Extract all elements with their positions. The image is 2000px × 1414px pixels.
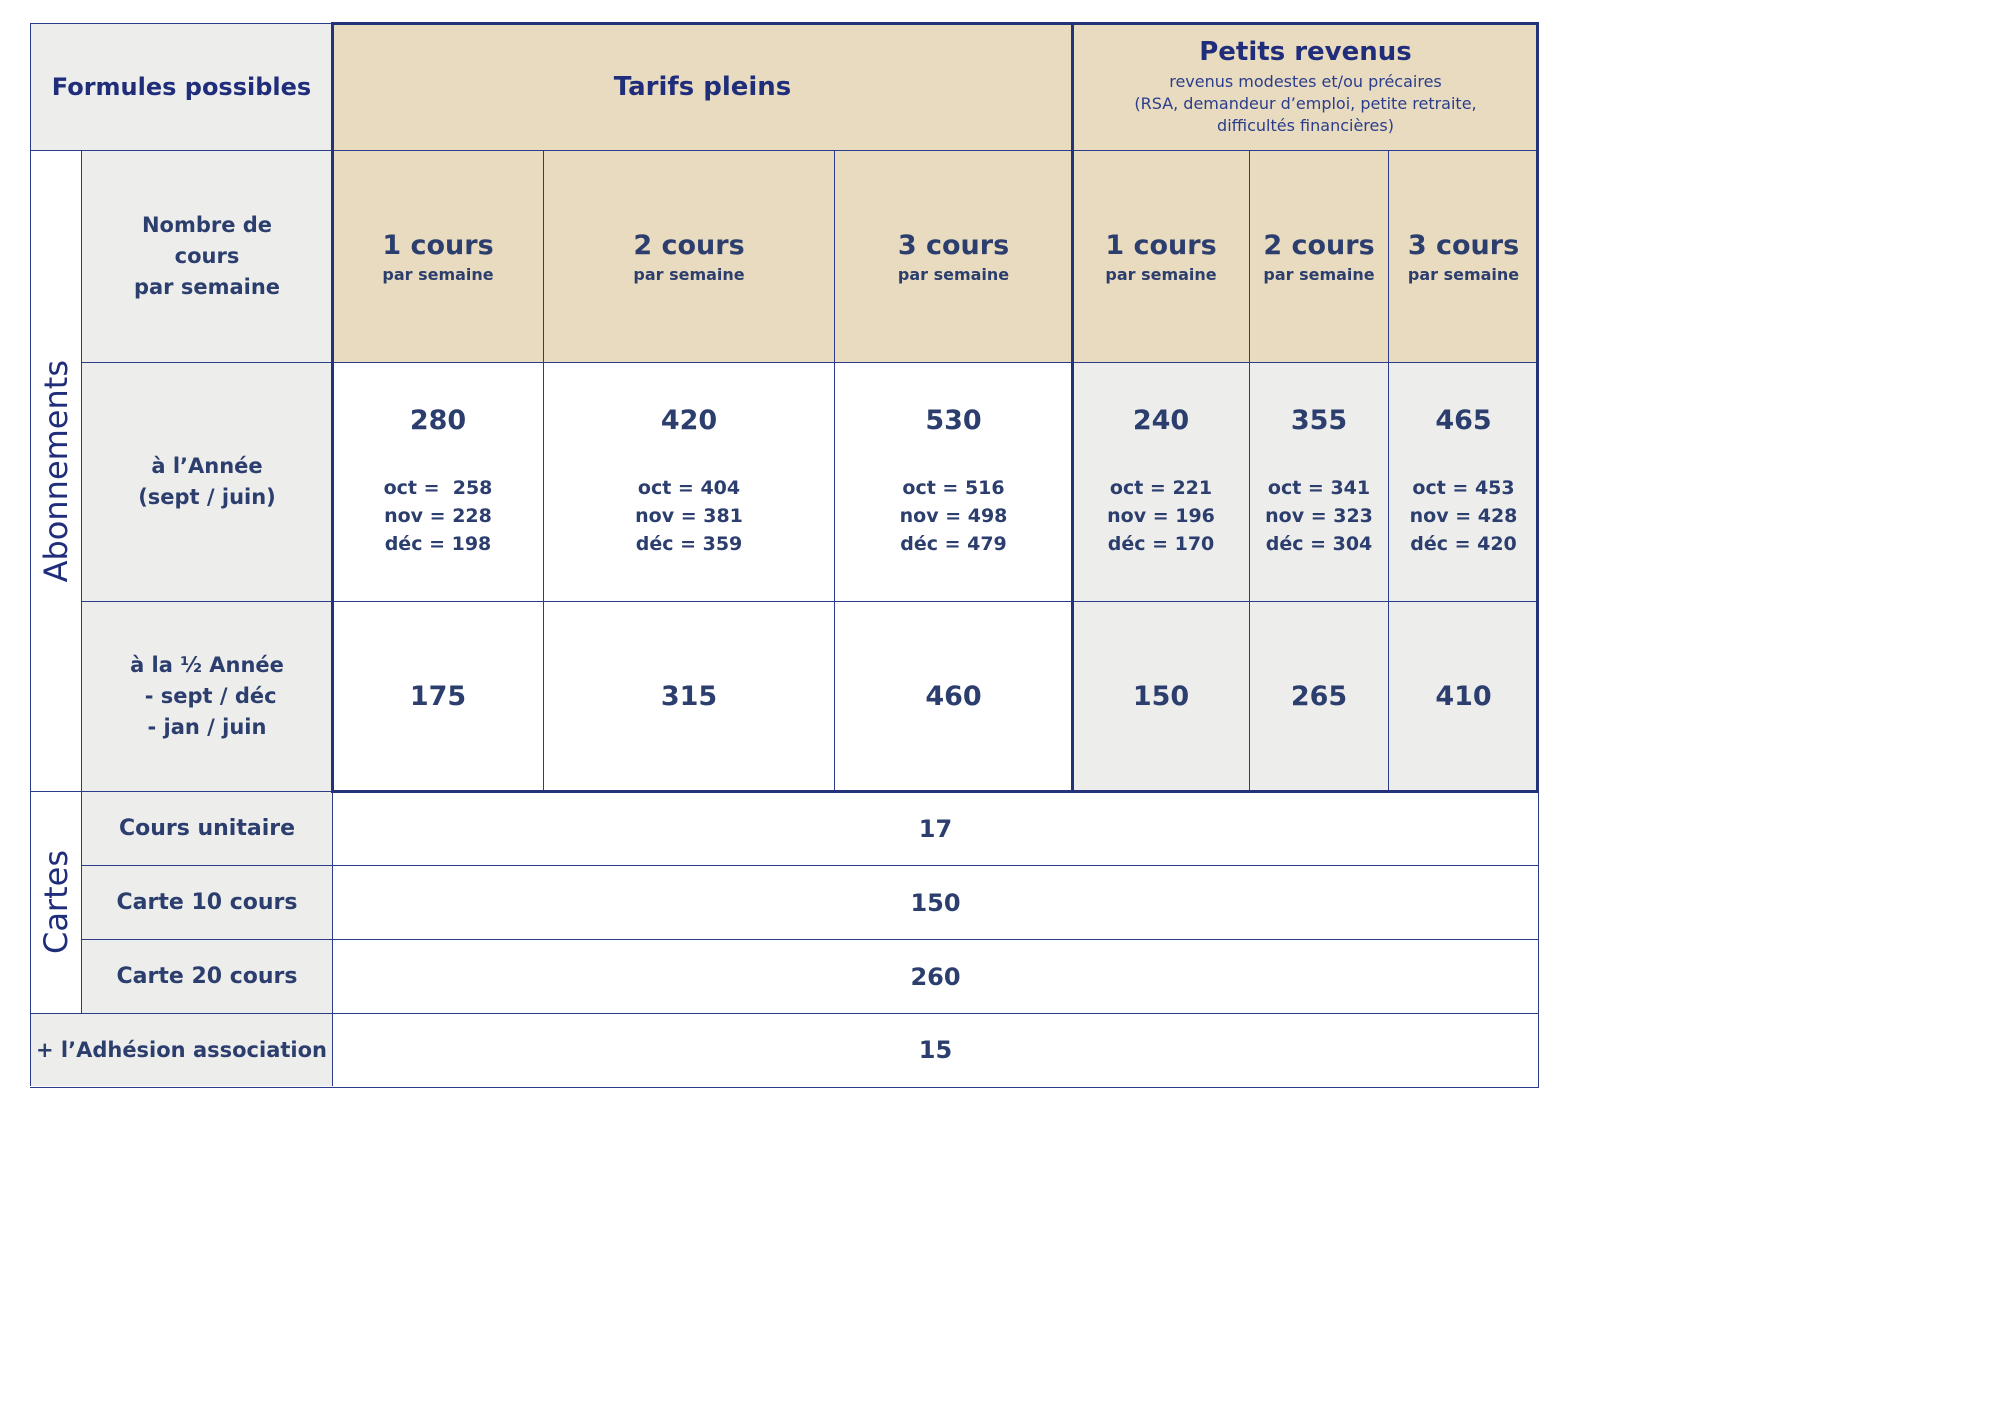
column-par-semaine: par semaine (633, 264, 745, 284)
column-cours: 2 cours (1263, 229, 1375, 261)
column-par-semaine: par semaine (1263, 264, 1375, 284)
row-label-carte20 (81, 939, 332, 1013)
monthly-prices: oct = 453 nov = 428 déc = 420 (1409, 477, 1518, 555)
price-cell-annee (543, 362, 834, 601)
price-value: 240 (1132, 405, 1190, 436)
row-label-annee (81, 362, 332, 601)
row-label-adhesion (30, 1013, 332, 1086)
price-value: 355 (1290, 405, 1348, 436)
monthly-prices: oct = 258 nov = 228 déc = 198 (383, 477, 493, 555)
monthly-prices: oct = 516 nov = 498 déc = 479 (899, 477, 1008, 555)
row-label-nombre-text: Nombre de cours par semaine (133, 213, 281, 299)
price-cell-carte10 (332, 865, 1538, 939)
monthly-prices: oct = 221 nov = 196 déc = 170 (1107, 477, 1215, 555)
price-cell-annee (1072, 362, 1249, 601)
price-value: 530 (925, 405, 982, 436)
monthly-prices: oct = 341 nov = 323 déc = 304 (1265, 477, 1373, 555)
price-value: 15 (918, 1036, 953, 1064)
price-value: 17 (918, 814, 953, 843)
price-cell-annee (1388, 362, 1538, 601)
column-par-semaine: par semaine (897, 264, 1010, 284)
column-header (332, 150, 543, 362)
section-cartes-label: Cartes (37, 850, 75, 955)
row-label-nombre (81, 150, 332, 362)
column-cours: 2 cours (633, 229, 745, 261)
price-cell-demi-annee (332, 601, 543, 791)
price-value: 465 (1435, 405, 1492, 436)
price-cell-unitaire (332, 791, 1538, 865)
row-label-demi-annee-text: à la ½ Année - sept / déc - jan / juin (130, 653, 284, 739)
price-value: 315 (660, 681, 718, 712)
row-label-demi-annee (81, 601, 332, 791)
price-cell-demi-annee (543, 601, 834, 791)
column-par-semaine: par semaine (1407, 264, 1520, 284)
header-petits-revenus (1072, 23, 1538, 150)
column-header (543, 150, 834, 362)
price-cell-carte20 (332, 939, 1538, 1013)
header-formules (30, 23, 332, 150)
column-par-semaine: par semaine (1105, 264, 1217, 284)
price-value: 280 (409, 405, 467, 436)
price-value: 420 (660, 405, 718, 436)
price-cell-demi-annee (834, 601, 1072, 791)
row-label-adhesion-text: + l’Adhésion association (36, 1038, 327, 1062)
column-cours: 1 cours (382, 229, 494, 261)
row-label-carte10-text: Carte 10 cours (116, 890, 298, 915)
row-label-annee-text: à l’Année (sept / juin) (138, 454, 276, 509)
row-label-unitaire (81, 791, 332, 865)
header-tarifs-pleins-label: Tarifs pleins (613, 72, 792, 102)
column-header (1388, 150, 1538, 362)
price-cell-annee (834, 362, 1072, 601)
tarifs-table (30, 23, 1539, 1088)
price-cell-demi-annee (1388, 601, 1538, 791)
header-formules-label: Formules possibles (51, 73, 312, 101)
price-value: 260 (910, 962, 961, 991)
column-header (1072, 150, 1249, 362)
column-par-semaine: par semaine (382, 264, 494, 284)
row-label-unitaire-text: Cours unitaire (118, 816, 296, 841)
header-tarifs-pleins (332, 23, 1072, 150)
column-header (1249, 150, 1388, 362)
price-value: 460 (925, 681, 982, 712)
column-header (834, 150, 1072, 362)
price-value: 175 (409, 681, 467, 712)
price-cell-annee (1249, 362, 1388, 601)
section-cartes (30, 791, 81, 1013)
column-cours: 1 cours (1105, 229, 1217, 261)
price-value: 150 (910, 888, 961, 917)
column-cours: 3 cours (1407, 229, 1520, 261)
column-cours: 3 cours (897, 229, 1010, 261)
section-abonnements-label: Abonnements (37, 359, 75, 583)
monthly-prices: oct = 404 nov = 381 déc = 359 (635, 477, 743, 555)
price-value: 150 (1132, 681, 1190, 712)
row-label-carte10 (81, 865, 332, 939)
price-value: 265 (1290, 681, 1348, 712)
section-abonnements (30, 150, 81, 791)
price-cell-annee (332, 362, 543, 601)
price-cell-adhesion (332, 1013, 1538, 1086)
price-cell-demi-annee (1072, 601, 1249, 791)
price-value: 410 (1435, 681, 1492, 712)
price-cell-demi-annee (1249, 601, 1388, 791)
row-label-carte20-text: Carte 20 cours (116, 964, 298, 989)
header-petits-revenus-title: Petits revenus (1199, 37, 1412, 67)
header-petits-revenus-subtitle: revenus modestes et/ou précaires (RSA, demandeur d’emploi, petite retraite, difficultés financières) (1134, 72, 1477, 135)
